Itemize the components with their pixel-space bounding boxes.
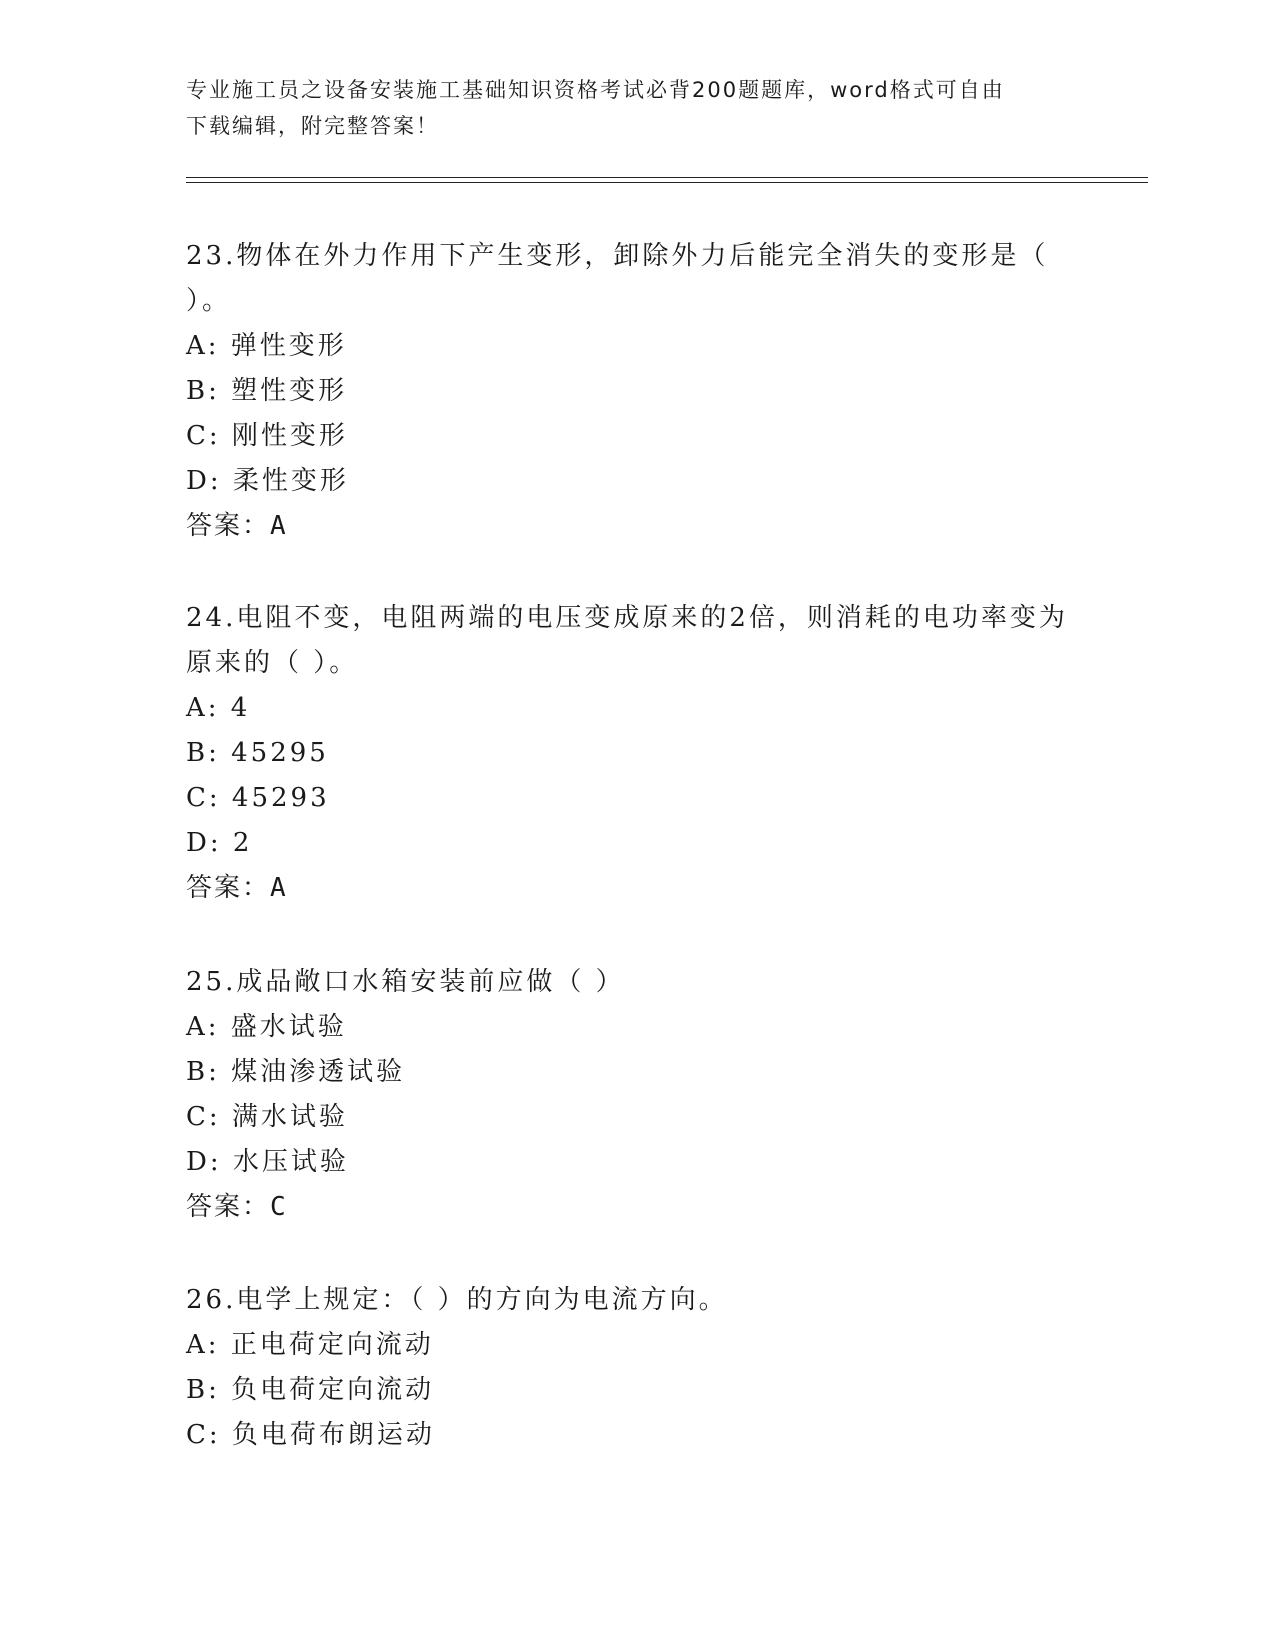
option-c: C: 45293 xyxy=(186,783,330,813)
answer-value: A xyxy=(270,873,288,903)
option-b: B: 负电荷定向流动 xyxy=(186,1375,435,1405)
question-23 xyxy=(186,234,1086,549)
document-header xyxy=(186,72,1066,144)
option-a: A: 盛水试验 xyxy=(186,1012,347,1042)
option-c: C: 刚性变形 xyxy=(186,421,348,451)
option-d: D: 水压试验 xyxy=(186,1147,349,1177)
answer-label: 答案： xyxy=(186,1192,271,1222)
answer-value: A xyxy=(270,511,288,541)
option-c: C: 满水试验 xyxy=(186,1102,348,1132)
question-26 xyxy=(186,1278,1086,1458)
option-a: A: 正电荷定向流动 xyxy=(186,1330,434,1360)
question-24 xyxy=(186,596,1086,911)
question-stem-continued: ）。 xyxy=(186,286,232,316)
option-c: C: 负电荷布朗运动 xyxy=(186,1420,435,1450)
option-a: A: 4 xyxy=(186,693,251,723)
header-divider-bottom xyxy=(186,182,1148,183)
answer-label: 答案： xyxy=(186,873,271,903)
answer-value: C xyxy=(270,1192,288,1222)
header-line-1: 专业施工员之设备安装施工基础知识资格考试必背200题题库，word格式可自由 xyxy=(186,78,1005,102)
question-stem-continued: 原来的（ ）。 xyxy=(186,648,359,678)
question-stem: 25.成品敞口水箱安装前应做（ ） xyxy=(186,967,625,997)
question-stem: 24.电阻不变，电阻两端的电压变成原来的2倍，则消耗的电功率变为 xyxy=(186,603,1068,633)
option-b: B: 45295 xyxy=(186,738,329,768)
answer-line xyxy=(186,866,1086,911)
header-divider-top xyxy=(186,177,1148,178)
option-a: A: 弹性变形 xyxy=(186,331,347,361)
option-d: D: 2 xyxy=(186,828,253,858)
option-d: D: 柔性变形 xyxy=(186,466,349,496)
header-line-2: 下载编辑，附完整答案！ xyxy=(186,114,439,138)
answer-line xyxy=(186,1185,1086,1230)
question-stem: 23.物体在外力作用下产生变形，卸除外力后能完全消失的变形是（ xyxy=(186,241,1049,271)
option-b: B: 煤油渗透试验 xyxy=(186,1057,406,1087)
option-b: B: 塑性变形 xyxy=(186,376,348,406)
answer-label: 答案： xyxy=(186,511,271,541)
question-stem: 26.电学上规定：（ ）的方向为电流方向。 xyxy=(186,1285,728,1315)
answer-line xyxy=(186,504,1086,549)
question-25 xyxy=(186,960,1086,1230)
